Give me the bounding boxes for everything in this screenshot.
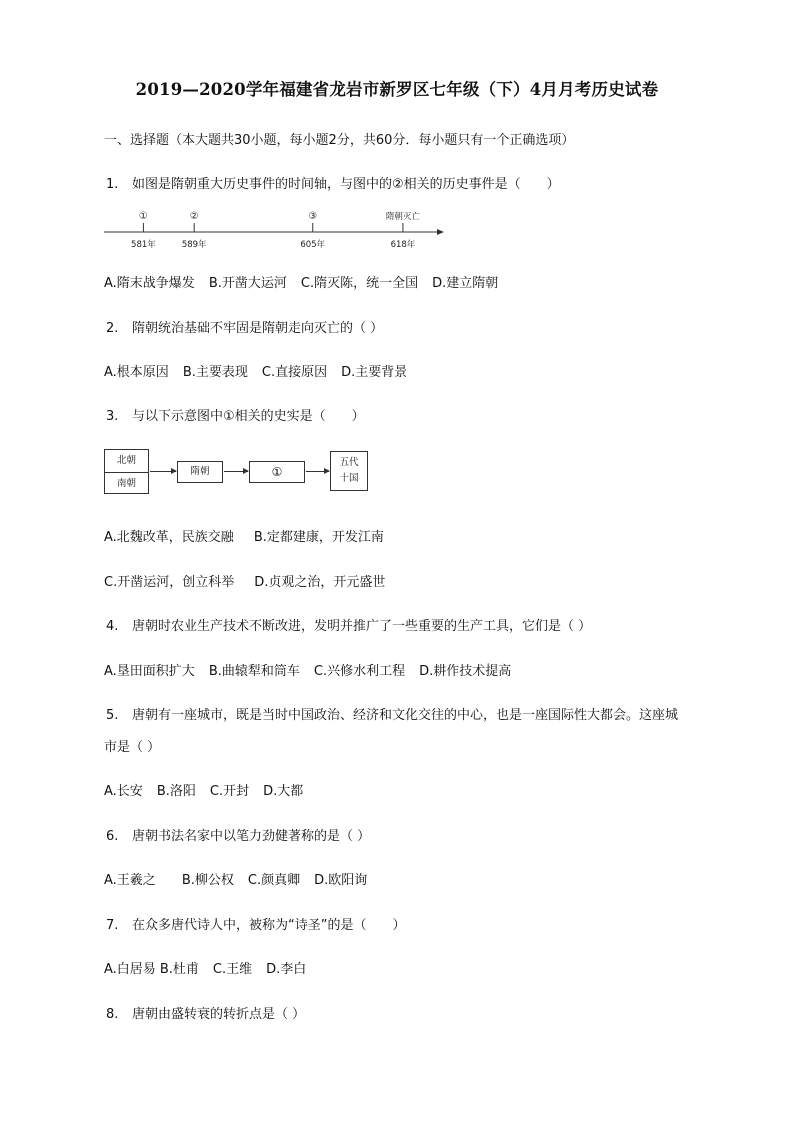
question-number: 2. <box>106 321 119 336</box>
dynasty-flow-diagram <box>104 449 368 497</box>
option-a[interactable]: A.根本原因 <box>104 365 169 380</box>
option-a[interactable]: A.北魏改革，民族交融 <box>104 530 234 545</box>
sui-timeline <box>104 208 444 252</box>
option-d[interactable]: D.李白 <box>266 962 307 977</box>
flow-arrow <box>306 471 329 472</box>
question-text: 唐朝书法名家中以笔力劲健著称的是（ ） <box>132 829 371 844</box>
options-q5 <box>104 780 317 799</box>
option-d[interactable]: D.贞观之治，开元盛世 <box>254 575 386 590</box>
options-q7 <box>104 958 320 977</box>
question-2 <box>106 317 383 336</box>
option-d[interactable]: D.耕作技术提高 <box>419 664 512 679</box>
flow-arrow <box>224 471 248 472</box>
options-q4 <box>104 660 525 679</box>
option-b[interactable]: B.曲辕犁和筒车 <box>208 664 300 679</box>
options-q1 <box>104 272 512 291</box>
options-q6 <box>104 869 381 888</box>
option-c[interactable]: C.颜真卿 <box>247 873 301 888</box>
timeline-event-label: ② <box>189 211 199 222</box>
question-text: 隋朝统治基础不牢固是隋朝走向灭亡的（ ） <box>132 321 384 336</box>
timeline-year-label: 581年 <box>131 240 156 250</box>
option-d[interactable]: D.欧阳询 <box>314 873 368 888</box>
question-number: 4. <box>106 619 119 634</box>
question-5 <box>106 704 678 723</box>
option-a[interactable]: A.王羲之 <box>104 873 156 888</box>
question-text: 与以下示意图中①相关的史实是（ ） <box>132 409 365 424</box>
question-number: 3. <box>106 409 119 424</box>
option-c[interactable]: C.王维 <box>212 962 253 977</box>
option-b[interactable]: B.主要表现 <box>182 365 248 380</box>
option-d[interactable]: D.建立隋朝 <box>432 276 499 291</box>
option-b[interactable]: B.定都建康，开发江南 <box>253 530 384 545</box>
timeline-arrow <box>437 229 444 235</box>
question-5-continued: 市是（ ） <box>104 740 161 755</box>
question-4 <box>106 615 591 634</box>
timeline-year-label: 589年 <box>181 240 207 250</box>
sui-box: 隋朝 <box>177 461 223 483</box>
option-a[interactable]: A.白居易 <box>104 962 156 977</box>
timeline-year-label: 605年 <box>300 240 326 250</box>
question-text: 如图是隋朝重大历史事件的时间轴，与图中的②相关的历史事件是（ ） <box>132 177 560 192</box>
shiguo-label: 十国 <box>339 473 359 484</box>
north-dynasty-label: 北朝 <box>105 450 148 473</box>
option-b[interactable]: B.开凿大运河 <box>208 276 287 291</box>
option-c[interactable]: C.开凿运河，创立科举 <box>104 575 235 590</box>
south-dynasty-label: 南朝 <box>116 478 136 489</box>
option-b[interactable]: B.柳公权 <box>181 873 234 888</box>
question-number: 1. <box>106 177 119 192</box>
option-a[interactable]: A.垦田面积扩大 <box>104 664 195 679</box>
question-1 <box>106 173 560 192</box>
option-b[interactable]: B.洛阳 <box>156 784 196 799</box>
options-q2 <box>104 361 421 380</box>
option-d[interactable]: D.大都 <box>263 784 304 799</box>
timeline-event-label: 隋朝灭亡 <box>385 212 420 222</box>
question-number: 7. <box>106 918 119 933</box>
question-number: 8. <box>106 1007 119 1022</box>
timeline-svg <box>104 208 444 252</box>
option-c[interactable]: C.直接原因 <box>261 365 328 380</box>
option-c[interactable]: C.兴修水利工程 <box>313 664 406 679</box>
option-c[interactable]: C.隋灭陈，统一全国 <box>300 276 419 291</box>
timeline-year-label: 618年 <box>390 240 416 250</box>
timeline-event-label: ③ <box>308 211 318 222</box>
wudai-label: 五代 <box>339 457 359 468</box>
question-8 <box>106 1003 305 1022</box>
options-q3-row1 <box>104 526 398 545</box>
option-a[interactable]: A.隋末战争爆发 <box>104 276 195 291</box>
exam-title: 2019—2020学年福建省龙岩市新罗区七年级（下）4月月考历史试卷 <box>135 80 659 99</box>
question-number: 6. <box>106 829 119 844</box>
question-text: 在众多唐代诗人中，被称为“诗圣”的是（ ） <box>132 918 406 933</box>
option-a[interactable]: A.长安 <box>104 784 143 799</box>
option-d[interactable]: D.主要背景 <box>341 365 408 380</box>
question-7 <box>106 914 405 933</box>
option-b[interactable]: B.杜甫 <box>159 962 199 977</box>
unknown-dynasty-box: ① <box>249 461 305 483</box>
question-text: 唐朝有一座城市，既是当时中国政治、经济和文化交往的中心，也是一座国际性大都会。这座城 <box>132 708 679 723</box>
flow-arrow <box>150 471 176 472</box>
timeline-event-label: ① <box>138 211 148 222</box>
north-south-box <box>104 449 149 494</box>
question-text: 唐朝时农业生产技术不断改进，发明并推广了一些重要的生产工具，它们是（ ） <box>132 619 592 634</box>
question-text: 唐朝由盛转衰的转折点是（ ） <box>132 1007 306 1022</box>
question-6 <box>106 825 370 844</box>
five-dynasties-box <box>330 451 368 491</box>
section-heading: 一、选择题（本大题共30小题，每小题2分，共60分．每小题只有一个正确选项） <box>104 133 575 148</box>
question-3 <box>106 405 365 424</box>
options-q3-row2 <box>104 571 399 590</box>
question-number: 5. <box>106 708 119 723</box>
option-c[interactable]: C.开封 <box>209 784 250 799</box>
